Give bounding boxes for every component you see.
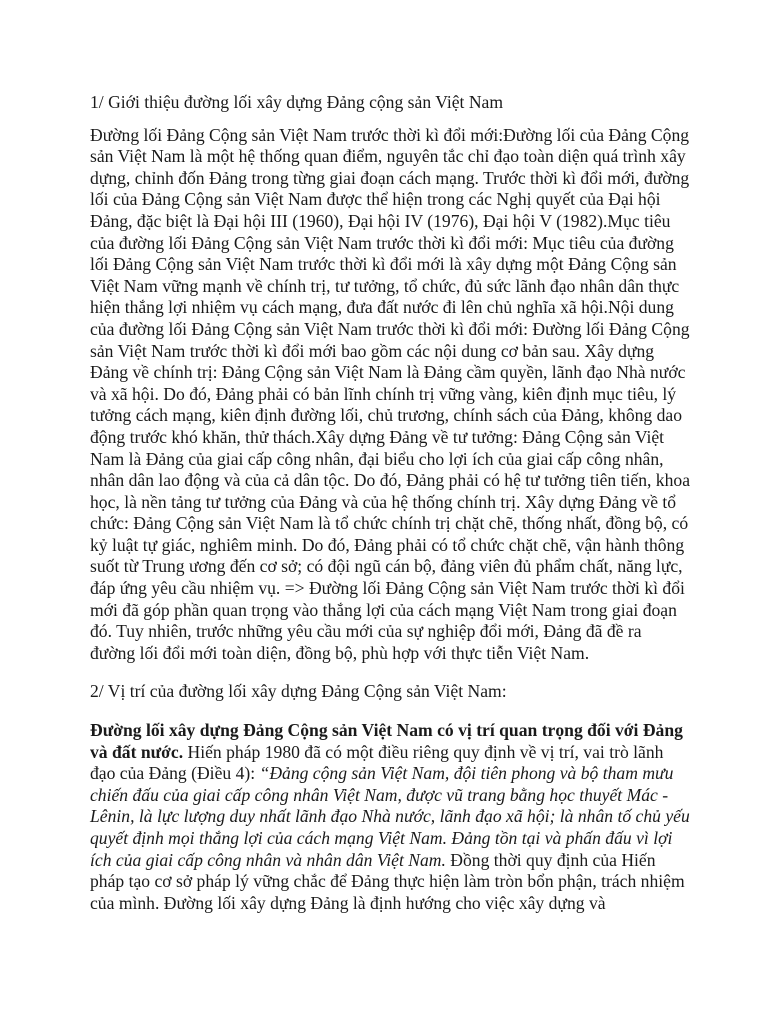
section-1-paragraph: Đường lối Đảng Cộng sản Việt Nam trước thời kì đổi mới:Đường lối của Đảng Cộng sản Việt Nam là một hệ thống quan điểm, nguyên tắc chỉ đạo toàn diện quá trình xây dựng, chỉnh đốn Đảng trong từng giai đoạn cách mạng. Trước thời kì đổi mới, đường lối của Đảng Cộng sản Việt Nam được thể hiện trong các Nghị quyết của Đại hội Đảng, đặc biệt là Đại hội III (1960), Đại hội IV (1976), Đại hội V (1982).Mục tiêu của đường lối Đảng Cộng sản Việt Nam trước thời kì đổi mới: Mục tiêu của đường lối Đảng Cộng sản Việt Nam trước thời kì đổi mới là xây dựng một Đảng Cộng sản Việt Nam vững mạnh về chính trị, tư tưởng, tổ chức, đủ sức lãnh đạo nhân dân thực hiện thắng lợi nhiệm vụ cách mạng, đưa đất nước đi lên chủ nghĩa xã hội.Nội dung của đường lối Đảng Cộng sản Việt Nam trước thời kì đổi mới: Đường lối Đảng Cộng sản Việt Nam trước thời kì đổi mới bao gồm các nội dung cơ bản sau. Xây dựng Đảng về chính trị: Đảng Cộng sản Việt Nam là Đảng cầm quyền, lãnh đạo Nhà nước và xã hội. Do đó, Đảng phải có bản lĩnh chính trị vững vàng, kiên định mục tiêu, lý tưởng cách mạng, kiên định đường lối, chủ trương, chính sách của Đảng, không dao động trước khó khăn, thử thách.Xây dựng Đảng về tư tưởng: Đảng Cộng sản Việt Nam là Đảng của giai cấp công nhân, đại biểu cho lợi ích của giai cấp công nhân, nhân dân lao động và của cả dân tộc. Do đó, Đảng phải có hệ tư tưởng tiên tiến, khoa học, là nền tảng tư tưởng của Đảng và của hệ thống chính trị. Xây dựng Đảng về tổ chức: Đảng Cộng sản Việt Nam là tổ chức chính trị chặt chẽ, thống nhất, đồng bộ, có kỷ luật tự giác, nghiêm minh. Do đó, Đảng phải có tổ chức chặt chẽ, vận hành thông suốt từ Trung ương đến cơ sở; có đội ngũ cán bộ, đảng viên đủ phẩm chất, năng lực, đáp ứng yêu cầu nhiệm vụ. => Đường lối Đảng Cộng sản Việt Nam trước thời kì đổi mới đã góp phần quan trọng vào thắng lợi của cách mạng Việt Nam trong giai đoạn đó. Tuy nhiên, trước những yêu cầu mới của sự nghiệp đổi mới, Đảng đã đề ra đường lối đổi mới toàn diện, đồng bộ, phù hợp với thực tiễn Việt Nam.: [90, 124, 691, 663]
section-2-bold-lead: Đường lối xây dựng Đảng Cộng sản Việt Nam có vị trí quan trọng đối với Đảng và đất nước.: [90, 720, 683, 762]
section-2-text-after-quote: Đồng thời quy định của Hiến pháp tạo cơ sở pháp lý vững chắc để Đảng thực hiện làm tròn bổn phận, trách nhiệm của mình. Đường lối xây dựng Đảng là định hướng cho việc xây dựng và: [90, 849, 685, 913]
section-2-paragraph: [90, 720, 690, 914]
section-2-text-before-quote: Hiến pháp 1980 đã có một điều riêng quy định về vị trí, vai trò lãnh đạo của Đảng (Điều 4):: [90, 741, 664, 784]
section-2-heading: 2/ Vị trí của đường lối xây dựng Đảng Cộng sản Việt Nam:: [90, 681, 507, 702]
section-1-heading: 1/ Giới thiệu đường lối xây dựng Đảng cộng sản Việt Nam: [90, 92, 504, 112]
document-page: [90, 92, 690, 1024]
constitution-quote: “Đảng cộng sản Việt Nam, đội tiên phong và bộ tham mưu chiến đấu của giai cấp công nhân Việt Nam, được vũ trang bằng học thuyết Mác - Lênin, là lực lượng duy nhất lãnh đạo Nhà nước, lãnh đạo xã hội; là nhân tố chủ yếu quyết định mọi thắng lợi của cách mạng Việt Nam. Đảng tồn tại và phấn đấu vì lợi ích của giai cấp công nhân và nhân dân Việt Nam.: [90, 763, 690, 870]
